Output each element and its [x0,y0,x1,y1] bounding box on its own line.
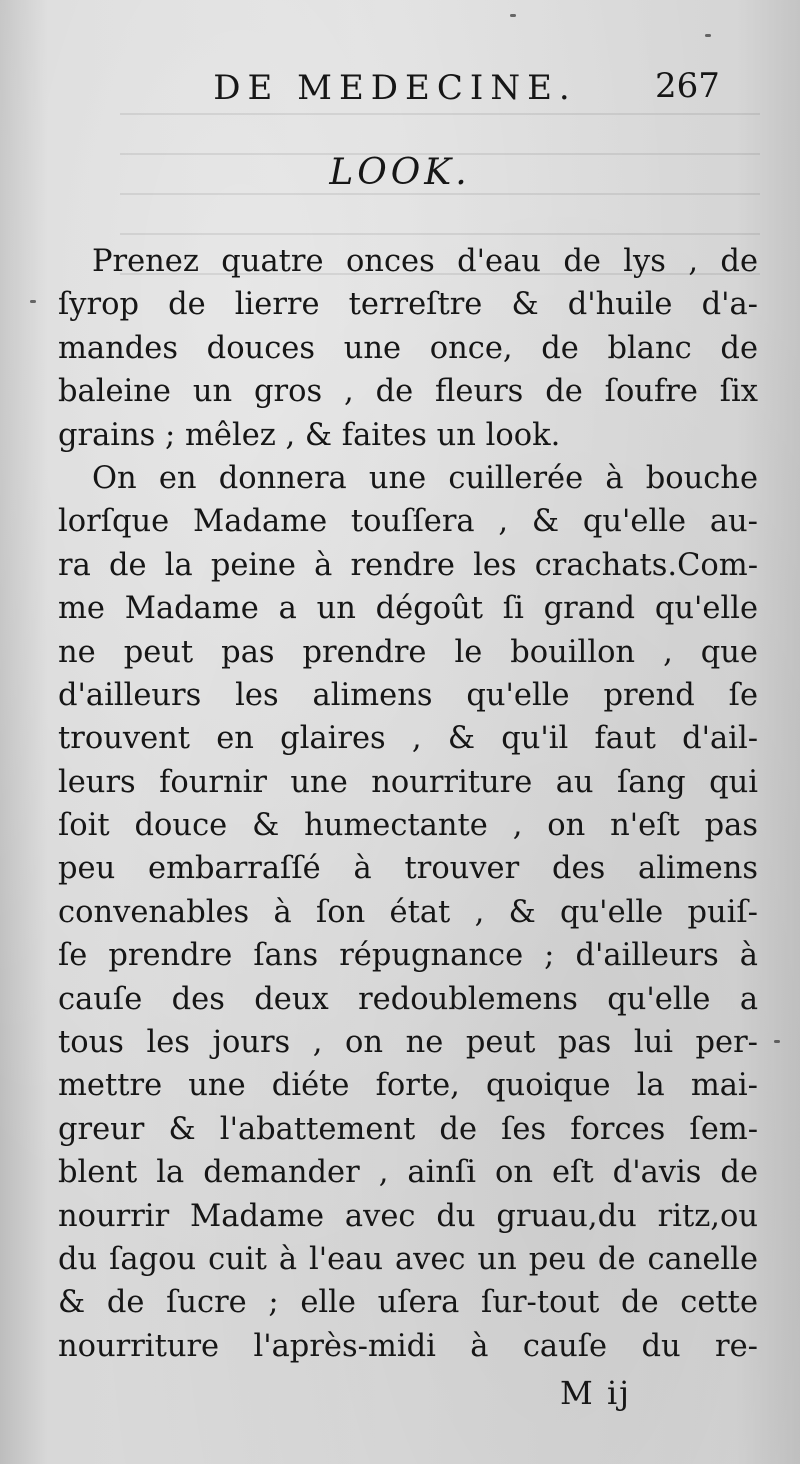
text-line: leurs fournir une nourriture au ſang qui [58,764,758,800]
text-line: & de ſucre ; elle uſera ſur-tout de cette [58,1285,758,1321]
text-line: ſe prendre ſans répugnance ; d'ailleurs à [58,938,758,974]
page-number: 267 [655,66,720,106]
text-line: baleine un gros , de fleurs de ſoufre ſix [58,374,758,410]
text-line: greur & l'abattement de ſes forces ſem- [58,1111,758,1147]
text-line: tous les jours , on ne peut pas lui per- [58,1025,758,1061]
text-line: grains ; mêlez , & faites un look. [58,417,561,453]
ink-speck [705,34,711,37]
text-line: nourrir Madame avec du gruau,du ritz,ou [58,1198,758,1234]
text-line: nourriture l'après-midi à cauſe du re- [58,1328,758,1364]
text-line: peu embarraſſé à trouver des alimens [58,851,758,887]
text-line: trouvent en glaires , & qu'il faut d'ail- [58,721,758,757]
text-line: mandes douces une once, de blanc de [58,330,758,366]
text-line: ſoit douce & humectante , on n'eſt pas [58,808,758,844]
text-line: ra de la peine à rendre les crachats.Com- [58,547,758,583]
text-line: ne peut pas prendre le bouillon , que [58,634,758,670]
text-line: me Madame a un dégoût ſi grand qu'elle [58,591,758,627]
text-line: du ſagou cuit à l'eau avec un peu de canelle [58,1241,758,1277]
text-line: ſyrop de lierre terreſtre & d'huile d'a- [58,287,758,323]
ink-speck [774,1040,780,1043]
text-line: mettre une diéte forte, quoique la mai- [58,1068,758,1104]
text-line: cauſe des deux redoublemens qu'elle a [58,981,758,1017]
section-title: LOOK. [329,152,471,193]
text-line: blent la demander , ainſi on eſt d'avis de [58,1155,758,1191]
text-line: convenables à ſon état , & qu'elle puiſ- [58,894,758,930]
body-text [58,240,758,1368]
text-line: lorſque Madame touſſera , & qu'elle au- [58,504,758,540]
text-line: On en donnera une cuillerée à bouche [92,460,758,496]
ink-speck [30,300,36,303]
running-head-text: DE MEDECINE. [213,68,577,108]
ink-speck [510,14,516,17]
running-head [200,68,590,108]
signature-mark: M ij [560,1374,632,1412]
text-line: d'ailleurs les alimens qu'elle prend ſe [58,677,758,713]
text-line: Prenez quatre onces d'eau de lys , de [92,244,758,279]
